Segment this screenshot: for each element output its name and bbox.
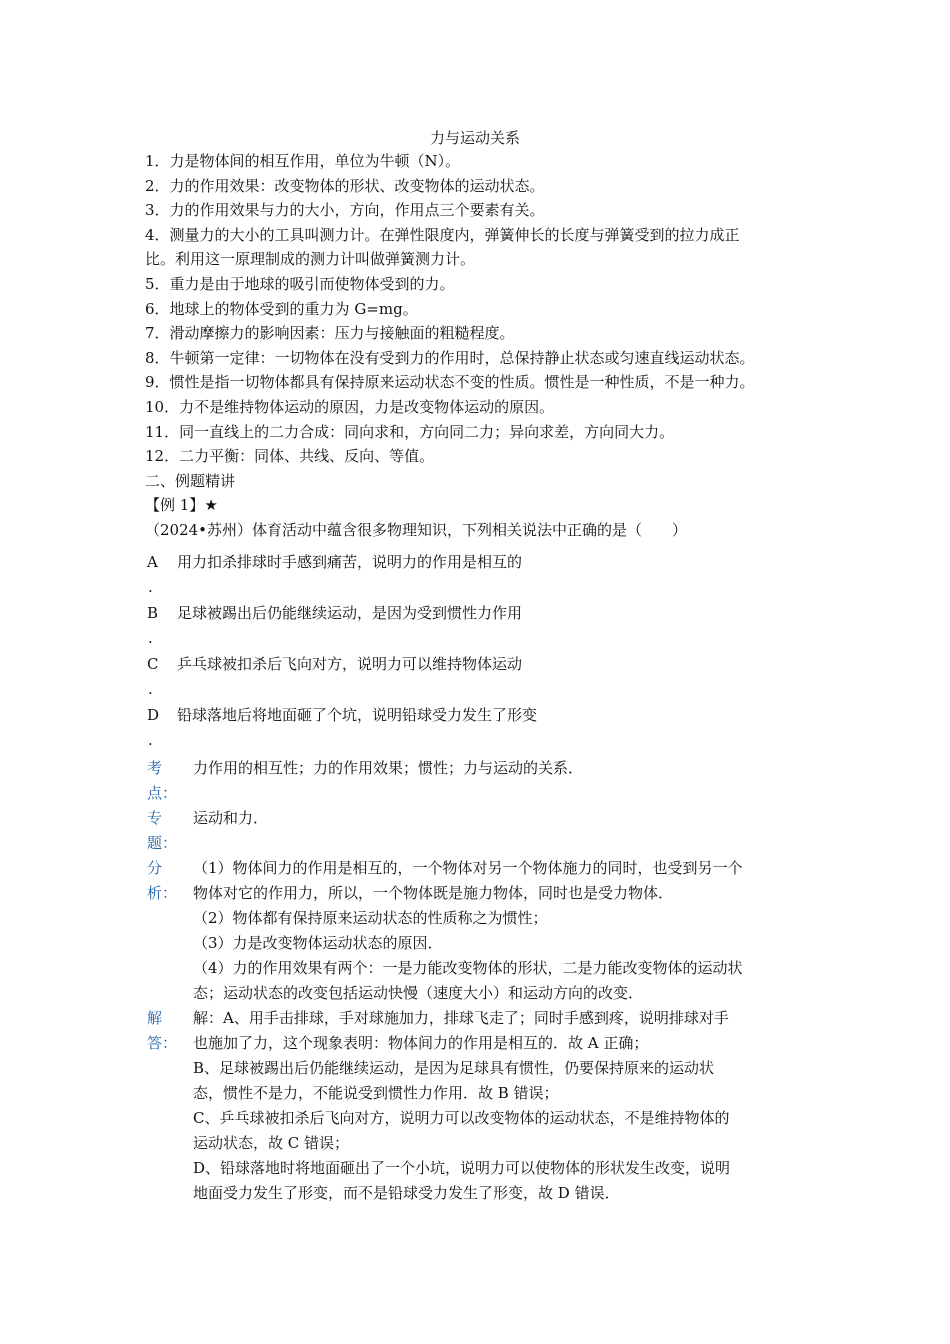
knowledge-item: 比。利用这一原理制成的测力计叫做弹簧测力计。 (145, 250, 476, 269)
option-dot: . (148, 578, 153, 596)
analysis-line: C、乒乓球被扣杀后飞向对方，说明力可以改变物体的运动状态，不是维持物体的 (193, 1109, 730, 1127)
analysis-line: B、足球被踢出后仍能继续运动，是因为足球具有惯性，仍要保持原来的运动状 (193, 1059, 715, 1077)
analysis-line: 态，惯性不是力，不能说受到惯性力作用．故 B 错误； (193, 1084, 559, 1102)
analysis-label (147, 806, 178, 856)
analysis-line: 运动状态，故 C 错误； (193, 1134, 350, 1152)
knowledge-item: 6．地球上的物体受到的重力为 G=mg。 (145, 299, 418, 318)
analysis-line: （4）力的作用效果有两个：一是力能改变物体的形状，二是力能改变物体的运动状 (193, 959, 743, 977)
analysis-text: 运动和力． (193, 809, 269, 827)
section-heading: 二、例题精讲 (145, 471, 236, 490)
label-part: 考 (147, 759, 163, 777)
option-letter: D (147, 706, 160, 724)
knowledge-item: 2．力的作用效果：改变物体的形状、改变物体的运动状态。 (145, 176, 545, 195)
analysis-line: （1）物体间力的作用是相互的，一个物体对另一个物体施力的同时，也受到另一个 (193, 859, 743, 877)
analysis-label (147, 756, 178, 806)
answer-options (145, 548, 845, 752)
knowledge-item: 5．重力是由于地球的吸引而使物体受到的力。 (145, 274, 455, 293)
knowledge-item: 3．力的作用效果与力的大小，方向，作用点三个要素有关。 (145, 201, 545, 220)
option-d (145, 701, 845, 752)
option-text: 足球被踢出后仍能继续运动，是因为受到惯性力作用 (177, 604, 523, 622)
label-part: 专 (147, 809, 163, 827)
label-part: 分 (147, 859, 163, 877)
knowledge-item: 9．惯性是指一切物体都具有保持原来运动状态不变的性质。惯性是一种性质，不是一种力。 (145, 373, 755, 392)
analysis-body (193, 756, 813, 781)
page-title: 力与运动关系 (429, 129, 520, 147)
label-part: 点： (147, 784, 178, 802)
knowledge-item: 7．滑动摩擦力的影响因素：压力与接触面的粗糙程度。 (145, 324, 515, 343)
analysis-line: （3）力是改变物体运动状态的原因． (193, 934, 443, 952)
option-text: 用力扣杀排球时手感到痛苦，说明力的作用是相互的 (177, 553, 523, 571)
label-part: 析： (147, 884, 178, 902)
analysis-line: 态；运动状态的改变包括运动快慢（速度大小）和运动方向的改变． (193, 984, 644, 1002)
knowledge-list (145, 149, 835, 543)
example-question: （2024•苏州）体育活动中蕴含很多物理知识，下列相关说法中正确的是（ ） (145, 520, 688, 539)
example-number: 【例 1】 (145, 496, 205, 515)
option-c (145, 650, 845, 701)
option-a (145, 548, 845, 599)
option-dot: . (148, 680, 153, 698)
analysis-body (193, 1006, 813, 1206)
option-letter: A (147, 553, 158, 571)
analysis-body (193, 856, 813, 1006)
example-label (145, 493, 835, 518)
analysis-line: 解：A、用手击排球，手对球施加力，排球飞走了；同时手感到疼，说明排球对手 (193, 1009, 729, 1027)
knowledge-item: 1．力是物体间的相互作用，单位为牛顿（N）。 (145, 152, 461, 170)
analysis-line: （2）物体都有保持原来运动状态的性质称之为惯性； (193, 909, 548, 927)
analysis-text: 力作用的相互性；力的作用效果；惯性；力与运动的关系． (193, 759, 584, 777)
label-part: 解 (147, 1009, 163, 1027)
knowledge-item: 11．同一直线上的二力合成：同向求和，方向同二力；异向求差，方向同大力。 (145, 422, 675, 441)
knowledge-item: 4．测量力的大小的工具叫测力计。在弹性限度内，弹簧伸长的长度与弹簧受到的拉力成正 (145, 225, 740, 244)
option-text: 铅球落地后将地面砸了个坑，说明铅球受力发生了形变 (177, 706, 538, 724)
option-letter: B (147, 604, 159, 622)
option-dot: . (148, 629, 153, 647)
analysis-line: 也施加了力，这个现象表明：物体间力的作用是相互的．故 A 正确； (193, 1034, 649, 1052)
analysis-body (193, 806, 813, 831)
star-icon: ★ (204, 496, 218, 515)
label-part: 题： (147, 834, 178, 852)
analysis-label (147, 1006, 178, 1056)
option-b (145, 599, 845, 650)
analysis-line: D、铅球落地时将地面砸出了一个小坑，说明力可以使物体的形状发生改变，说明 (193, 1159, 731, 1177)
option-letter: C (147, 655, 159, 673)
option-dot: . (148, 731, 153, 749)
analysis-line: 地面受力发生了形变，而不是铅球受力发生了形变，故 D 错误． (193, 1184, 620, 1202)
option-text: 乒乓球被扣杀后飞向对方，说明力可以维持物体运动 (177, 655, 523, 673)
analysis-line: 物体对它的作用力，所以，一个物体既是施力物体，同时也是受力物体． (193, 884, 674, 902)
analysis-label (147, 856, 178, 906)
label-part: 答： (147, 1034, 178, 1052)
knowledge-item: 12．二力平衡：同体、共线、反向、等值。 (145, 447, 435, 466)
knowledge-item: 8．牛顿第一定律：一切物体在没有受到力的作用时，总保持静止状态或匀速直线运动状态。 (145, 348, 755, 367)
knowledge-item: 10．力不是维持物体运动的原因，力是改变物体运动的原因。 (145, 397, 555, 416)
